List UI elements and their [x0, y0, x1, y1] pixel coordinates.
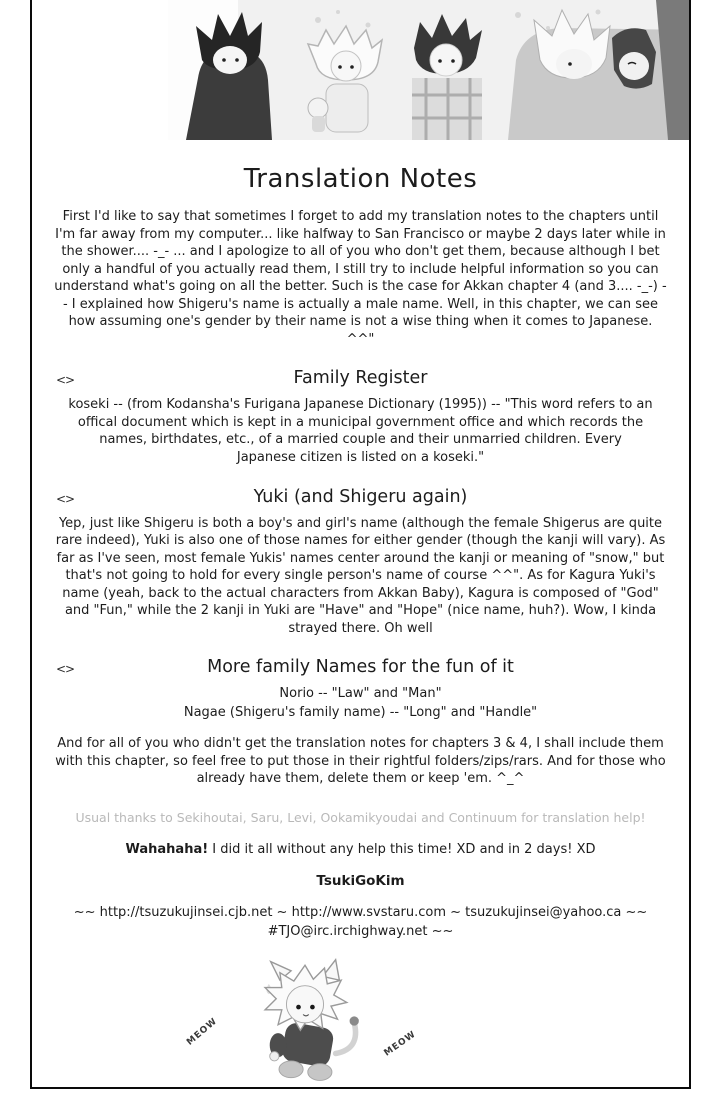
- section-family-register-heading-row: [54, 368, 667, 388]
- meow-label-right: MEOW: [382, 1029, 419, 1059]
- diamond-bullet: <>: [56, 491, 75, 506]
- contact-links-line1: ~~ http://tsuzukujinsei.cjb.net ~ http://www.svstaru.com ~ tsuzukujinsei@yahoo.ca ~~: [73, 904, 648, 920]
- contact-links: [54, 903, 667, 942]
- footer-artwork: [182, 955, 432, 1087]
- translator-name: TsukiGoKim: [316, 872, 405, 889]
- manga-collage-icon: [168, 0, 689, 140]
- section-family-names-heading-row: [54, 657, 667, 677]
- diamond-bullet: <>: [56, 373, 75, 388]
- intro-paragraph: First I'd like to say that sometimes I forget to add my translation notes to the chapters until I'm far away from my computer... like halfway to San Francisco or maybe 2 days later while in the shower.... -_- ... and I apologize to all of you who don't get them, because although I bet only a handful of you actually read them, I still try to include helpful information so you can understand what's going on all the better. Such is the case for Akkan chapter 4 (and 3.... -_-) -- I explained how Shigeru's name is actually a male name. Well, in this chapter, we can see how assuming one's gender by their name is not a wise thing when it comes to Japanese. ^^": [54, 209, 667, 347]
- contact-links-line2: #TJO@irc.irchighway.net ~~: [267, 924, 454, 940]
- section-body-yuki: Yep, just like Shigeru is both a boy's and girl's name (although the female Shigerus are quite rare indeed), Yuki is also one of those names for either gender (though the kanji will vary). As far as I've seen, most female Yukis' names center around the kanji or meaning of "snow," but that's not going to hold for every single person's name of course ^^". As for Kagura Yuki's name (yeah, back to the actual characters from Akkan Baby), Kagura is composed of "God" and "Fun," while the 2 kanji in Yuki are "Have" and "Hope" (nice name, huh?). Wow, I kinda strayed there. Oh well: [55, 515, 666, 636]
- thanks-line: Usual thanks to Sekihoutai, Saru, Levi, Ookamikyoudai and Continuum for translation help!: [75, 809, 646, 825]
- section-heading-yuki: Yuki (and Shigeru again): [253, 486, 468, 507]
- page-border-frame: [30, 0, 691, 1089]
- section-body-family-register: koseki -- (from Kodansha's Furigana Japanese Dictionary (1995)) -- "This word refers to an offical document which is kept in a municipal government office and which records the names, birthdates, etc., of a married couple and their unmarried children. Every Japanese citizen is listed on a koseki.": [68, 397, 653, 466]
- name-meaning-norio: Norio -- "Law" and "Man": [279, 686, 442, 702]
- name-meaning-nagae: Nagae (Shigeru's family name) -- "Long" and "Handle": [183, 705, 538, 721]
- diamond-bullet: <>: [56, 662, 75, 677]
- section-heading-family-register: Family Register: [293, 368, 428, 389]
- boast-exclamation: Wahahaha!: [125, 841, 209, 857]
- manga-banner-artwork: [168, 0, 689, 140]
- boast-rest: I did it all without any help this time! XD and in 2 days! XD: [208, 841, 596, 857]
- section-heading-family-names: More family Names for the fun of it: [207, 657, 514, 678]
- section-yuki-heading-row: [54, 487, 667, 507]
- page-title: Translation Notes: [243, 164, 478, 194]
- name-meanings-list: [54, 685, 667, 723]
- closing-paragraph: And for all of you who didn't get the translation notes for chapters 3 & 4, I shall include them with this chapter, so feel free to put those in their rightful folders/zips/rars. And for those who already have them, delete them or keep 'em. ^_^: [55, 736, 666, 787]
- meow-label-left: MEOW: [185, 1016, 220, 1048]
- boast-line: [54, 842, 667, 857]
- notes-content: [32, 140, 689, 942]
- chibi-cat-boy-icon: [220, 956, 390, 1086]
